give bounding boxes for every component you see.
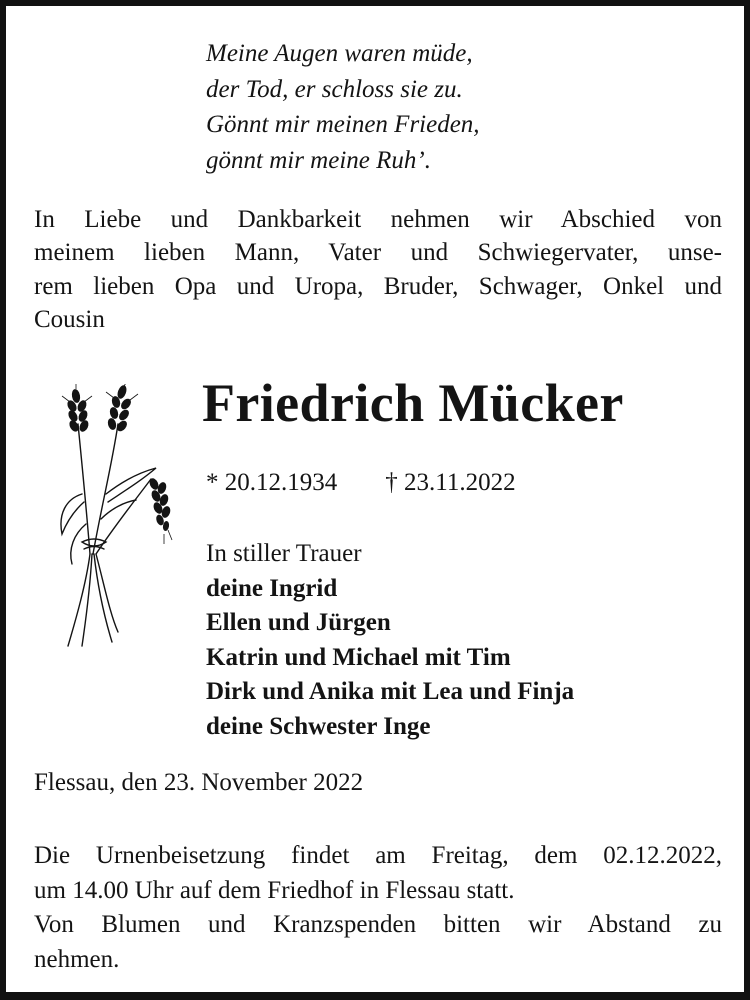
deceased-name: Friedrich Mücker	[202, 373, 624, 433]
wheat-sheaf-icon	[46, 384, 181, 654]
intro-line: meinem lieben Mann, Vater und Schwiegervater, unse-	[34, 239, 722, 267]
mourners	[206, 537, 574, 744]
intro-text	[34, 203, 722, 336]
birth-date: * 20.12.1934	[206, 469, 338, 496]
death-date: † 23.11.2022	[385, 469, 516, 496]
mourner-line: deine Schwester Inge	[206, 712, 431, 740]
poem-line: gönnt mir meine Ruh’.	[206, 146, 431, 174]
intro-line: Cousin	[34, 305, 105, 333]
service-line: nehmen.	[34, 945, 120, 973]
poem-line: der Tod, er schloss sie zu.	[206, 75, 463, 103]
intro-line: rem lieben Opa und Uropa, Bruder, Schwager, Onkel und	[34, 272, 722, 300]
mourner-line: Katrin und Michael mit Tim	[206, 643, 511, 671]
poem-line: Gönnt mir meinen Frieden,	[206, 111, 480, 138]
service-line: Von Blumen und Kranzspenden bitten wir Abstand zu	[34, 911, 722, 938]
life-dates	[206, 469, 516, 497]
mourner-line: Ellen und Jürgen	[206, 609, 391, 636]
mourning-intro: In stiller Trauer	[206, 540, 362, 567]
intro-line: In Liebe und Dankbarkeit nehmen wir Abschied von	[34, 206, 722, 233]
poem	[206, 36, 480, 178]
service-line: Die Urnenbeisetzung findet am Freitag, dem 02.12.2022,	[34, 842, 722, 869]
mourner-line: deine Ingrid	[206, 574, 338, 602]
place-date: Flessau, den 23. November 2022	[34, 769, 364, 796]
service-line: um 14.00 Uhr auf dem Friedhof in Flessau statt.	[34, 876, 515, 904]
mourner-line: Dirk und Anika mit Lea und Finja	[206, 678, 575, 705]
poem-line: Meine Augen waren müde,	[206, 40, 473, 67]
service-info	[34, 839, 722, 977]
